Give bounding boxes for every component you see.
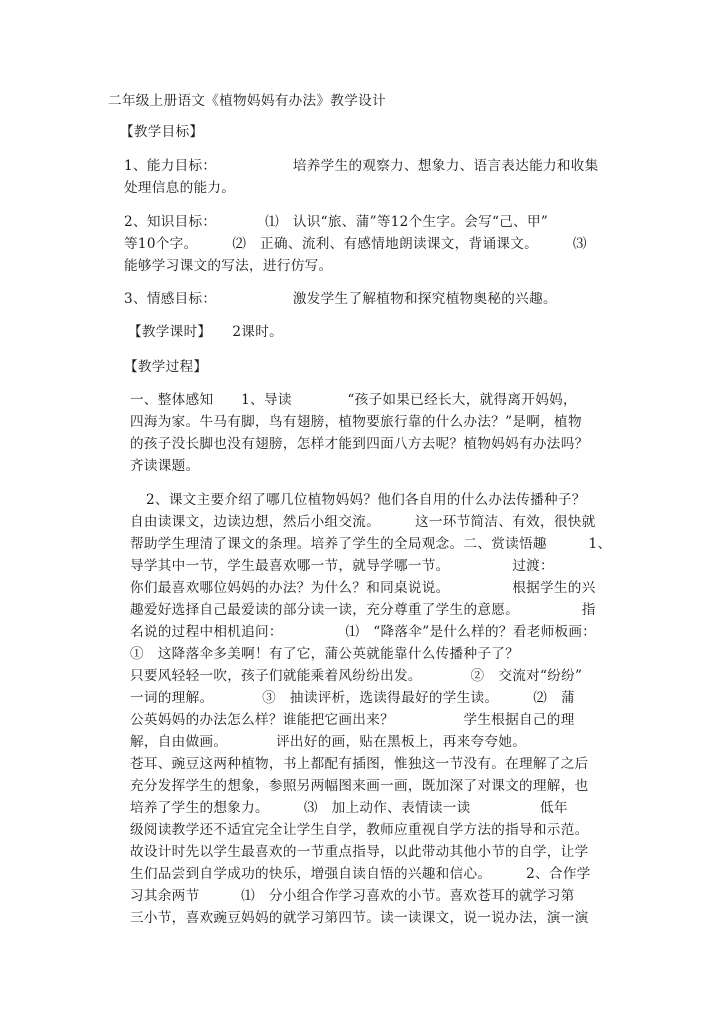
text-line: 你们最喜欢哪位妈妈的办法？为什么？和同桌说说。 根据学生的兴 xyxy=(130,580,596,596)
section-heading-periods: 【教学课时】 2课时。 xyxy=(128,324,283,340)
text-line: 苍耳、豌豆这两种植物，书上都配有插图，惟独这一节没有。在理解了之后 xyxy=(130,756,589,772)
text-line: 公英妈妈的办法怎么样？谁能把它画出来？ 学生根据自己的理 xyxy=(130,712,575,728)
document-title: 二年级上册语文《植物妈妈有办法》教学设计 xyxy=(108,93,386,109)
text-line: 2、知识目标： ⑴ 认识“旅、蒲”等12个生字。会写“己、甲” xyxy=(124,214,549,230)
text-line: 三小节，喜欢豌豆妈妈的就学习第四节。读一读课文，说一说办法，演一演 xyxy=(130,910,589,926)
text-line: 只要风轻轻一吹，孩子们就能乘着风纷纷出发。 ② 交流对“纷纷” xyxy=(130,668,583,684)
text-line: 等10个字。 ⑵ 正确、流利、有感情地朗读课文，背诵课文。 ⑶ xyxy=(124,236,587,252)
text-line: 导学其中一节，学生最喜欢哪一节，就导学哪一节。 过渡： xyxy=(130,558,554,574)
text-line: 级阅读教学还不适宜完全让学生自学，教师应重视自学方法的指导和示范。 xyxy=(130,822,589,838)
text-line: 一词的理解。 ③ 抽读评析，选读得最好的学生读。 ⑵ 蒲 xyxy=(130,690,575,706)
text-line: 2、课文主要介绍了哪几位植物妈妈？他们各自用的什么办法传播种子？ xyxy=(146,492,586,508)
text-line: ① 这降落伞多美啊！有了它，蒲公英就能靠什么传播种子了？ xyxy=(130,646,520,662)
text-line: 四海为家。牛马有脚，鸟有翅膀，植物要旅行靠的什么办法？”是啊，植物 xyxy=(130,414,582,430)
text-line: 培养了学生的想象力。 ⑶ 加上动作、表情读一读 低年 xyxy=(130,800,568,816)
text-line: 处理信息的能力。 xyxy=(124,180,236,196)
text-line: 名说的过程中相机追问： ⑴ “降落伞”是什么样的？看老师板画： xyxy=(130,624,597,640)
text-line: 自由读课文，边读边想，然后小组交流。 这一环节简洁、有效，很快就 xyxy=(130,514,596,530)
text-line: 能够学习课文的写法，进行仿写。 xyxy=(124,258,333,274)
text-line: 帮助学生理清了课文的条理。培养了学生的全局观念。二、赏读悟趣 1、 xyxy=(130,536,612,552)
text-line: 的孩子没长脚也没有翅膀，怎样才能到四面八方去呢？植物妈妈有办法吗？ xyxy=(130,436,589,452)
text-line: 趣爱好选择自己最爱读的部分读一读，充分尊重了学生的意愿。 指 xyxy=(130,602,596,618)
text-line: 生们品尝到自学成功的快乐，增强自读自悟的兴趣和信心。 2、合作学 xyxy=(130,866,591,882)
text-line: 充分发挥学生的想象，参照另两幅图来画一画，既加深了对课文的理解，也 xyxy=(130,778,589,794)
text-line: 习其余两节 ⑴ 分小组合作学习喜欢的小节。喜欢苍耳的就学习第 xyxy=(130,888,575,904)
text-line: 1、能力目标： 培养学生的观察力、想象力、语言表达能力和收集 xyxy=(124,158,599,174)
text-line: 故设计时先以学生最喜欢的一节重点指导，以此带动其他小节的自学，让学 xyxy=(130,844,589,860)
text-line: 一、整体感知 1、导读 “孩子如果已经长大，就得离开妈妈， xyxy=(130,392,577,408)
text-line: 齐读课题。 xyxy=(130,458,200,474)
text-line: 解，自由做画。 评出好的画，贴在黑板上，再来夸夸她。 xyxy=(130,734,527,750)
text-line: 3、情感目标： 激发学生了解植物和探究植物奥秘的兴趣。 xyxy=(124,291,557,307)
section-heading-goals: 【教学目标】 xyxy=(120,124,204,140)
section-heading-process: 【教学过程】 xyxy=(124,359,208,375)
